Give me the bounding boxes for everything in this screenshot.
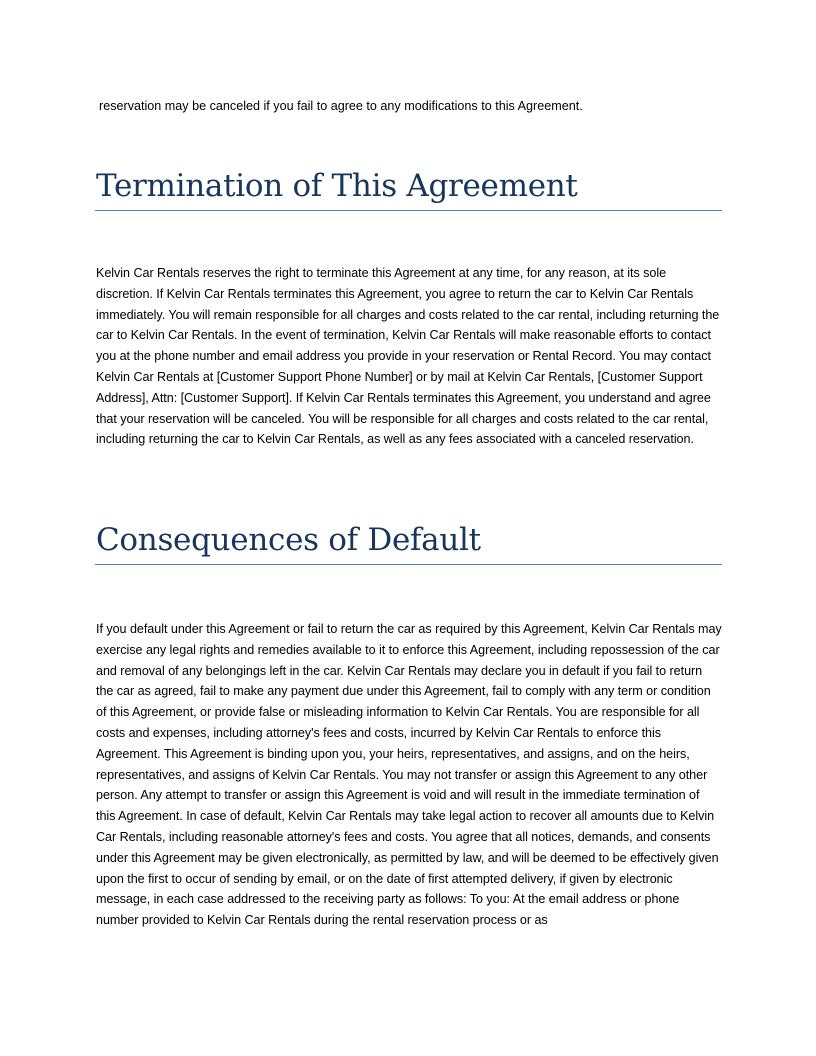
heading-underline <box>95 564 722 565</box>
heading-underline <box>95 210 722 211</box>
continued-paragraph: reservation may be canceled if you fail to agree to any modifications to this Agreement. <box>99 99 583 113</box>
consequences-paragraph: If you default under this Agreement or fail to return the car as required by this Agreement, Kelvin Car Rentals may exercise any legal rights and remedies available to it to enforce this Agreement, including repossession of the car and removal of any belongings left in the car. Kelvin Car Rentals may declare you in default if you fail to return the car as agreed, fail to make any payment due under this Agreement, fail to comply with any term or condition of this Agreement, or provide false or misleading information to Kelvin Car Rentals. You are responsible for all costs and expenses, including attorney's fees and costs, incurred by Kelvin Car Rentals to enforce this Agreement. This Agreement is binding upon you, your heirs, representatives, and assigns, and on the heirs, representatives, and assigns of Kelvin Car Rentals. You may not transfer or assign this Agreement to any other person. Any attempt to transfer or assign this Agreement is void and will result in the immediate termination of this Agreement. In case of default, Kelvin Car Rentals may take legal action to recover all amounts due to Kelvin Car Rentals, including reasonable attorney's fees and costs. You agree that all notices, demands, and consents under this Agreement may be given electronically, as permitted by law, and will be deemed to be effectively given upon the first to occur of sending by email, or on the date of first attempted delivery, if given by electronic message, in each case addressed to the receiving party as follows: To you: At the email address or phone number provided to Kelvin Car Rentals during the rental reservation process or as <box>96 622 722 928</box>
section-heading-termination: Termination of This Agreement <box>96 168 578 204</box>
termination-paragraph: Kelvin Car Rentals reserves the right to terminate this Agreement at any time, for any reason, at its sole discretion. If Kelvin Car Rentals terminates this Agreement, you agree to return the car to Kelvin Car Rentals immediately. You will remain responsible for all charges and costs related to the car rental, including returning the car to Kelvin Car Rentals. In the event of termination, Kelvin Car Rentals will make reasonable efforts to contact you at the phone number and email address you provide in your reservation or Rental Record. You may contact Kelvin Car Rentals at [Customer Support Phone Number] or by mail at Kelvin Car Rentals, [Customer Support Address], Attn: [Customer Support]. If Kelvin Car Rentals terminates this Agreement, you understand and agree that your reservation will be canceled. You will be responsible for all charges and costs related to the car rental, including returning the car to Kelvin Car Rentals, as well as any fees associated with a canceled reservation. <box>96 266 720 447</box>
section-heading-consequences: Consequences of Default <box>96 522 481 558</box>
